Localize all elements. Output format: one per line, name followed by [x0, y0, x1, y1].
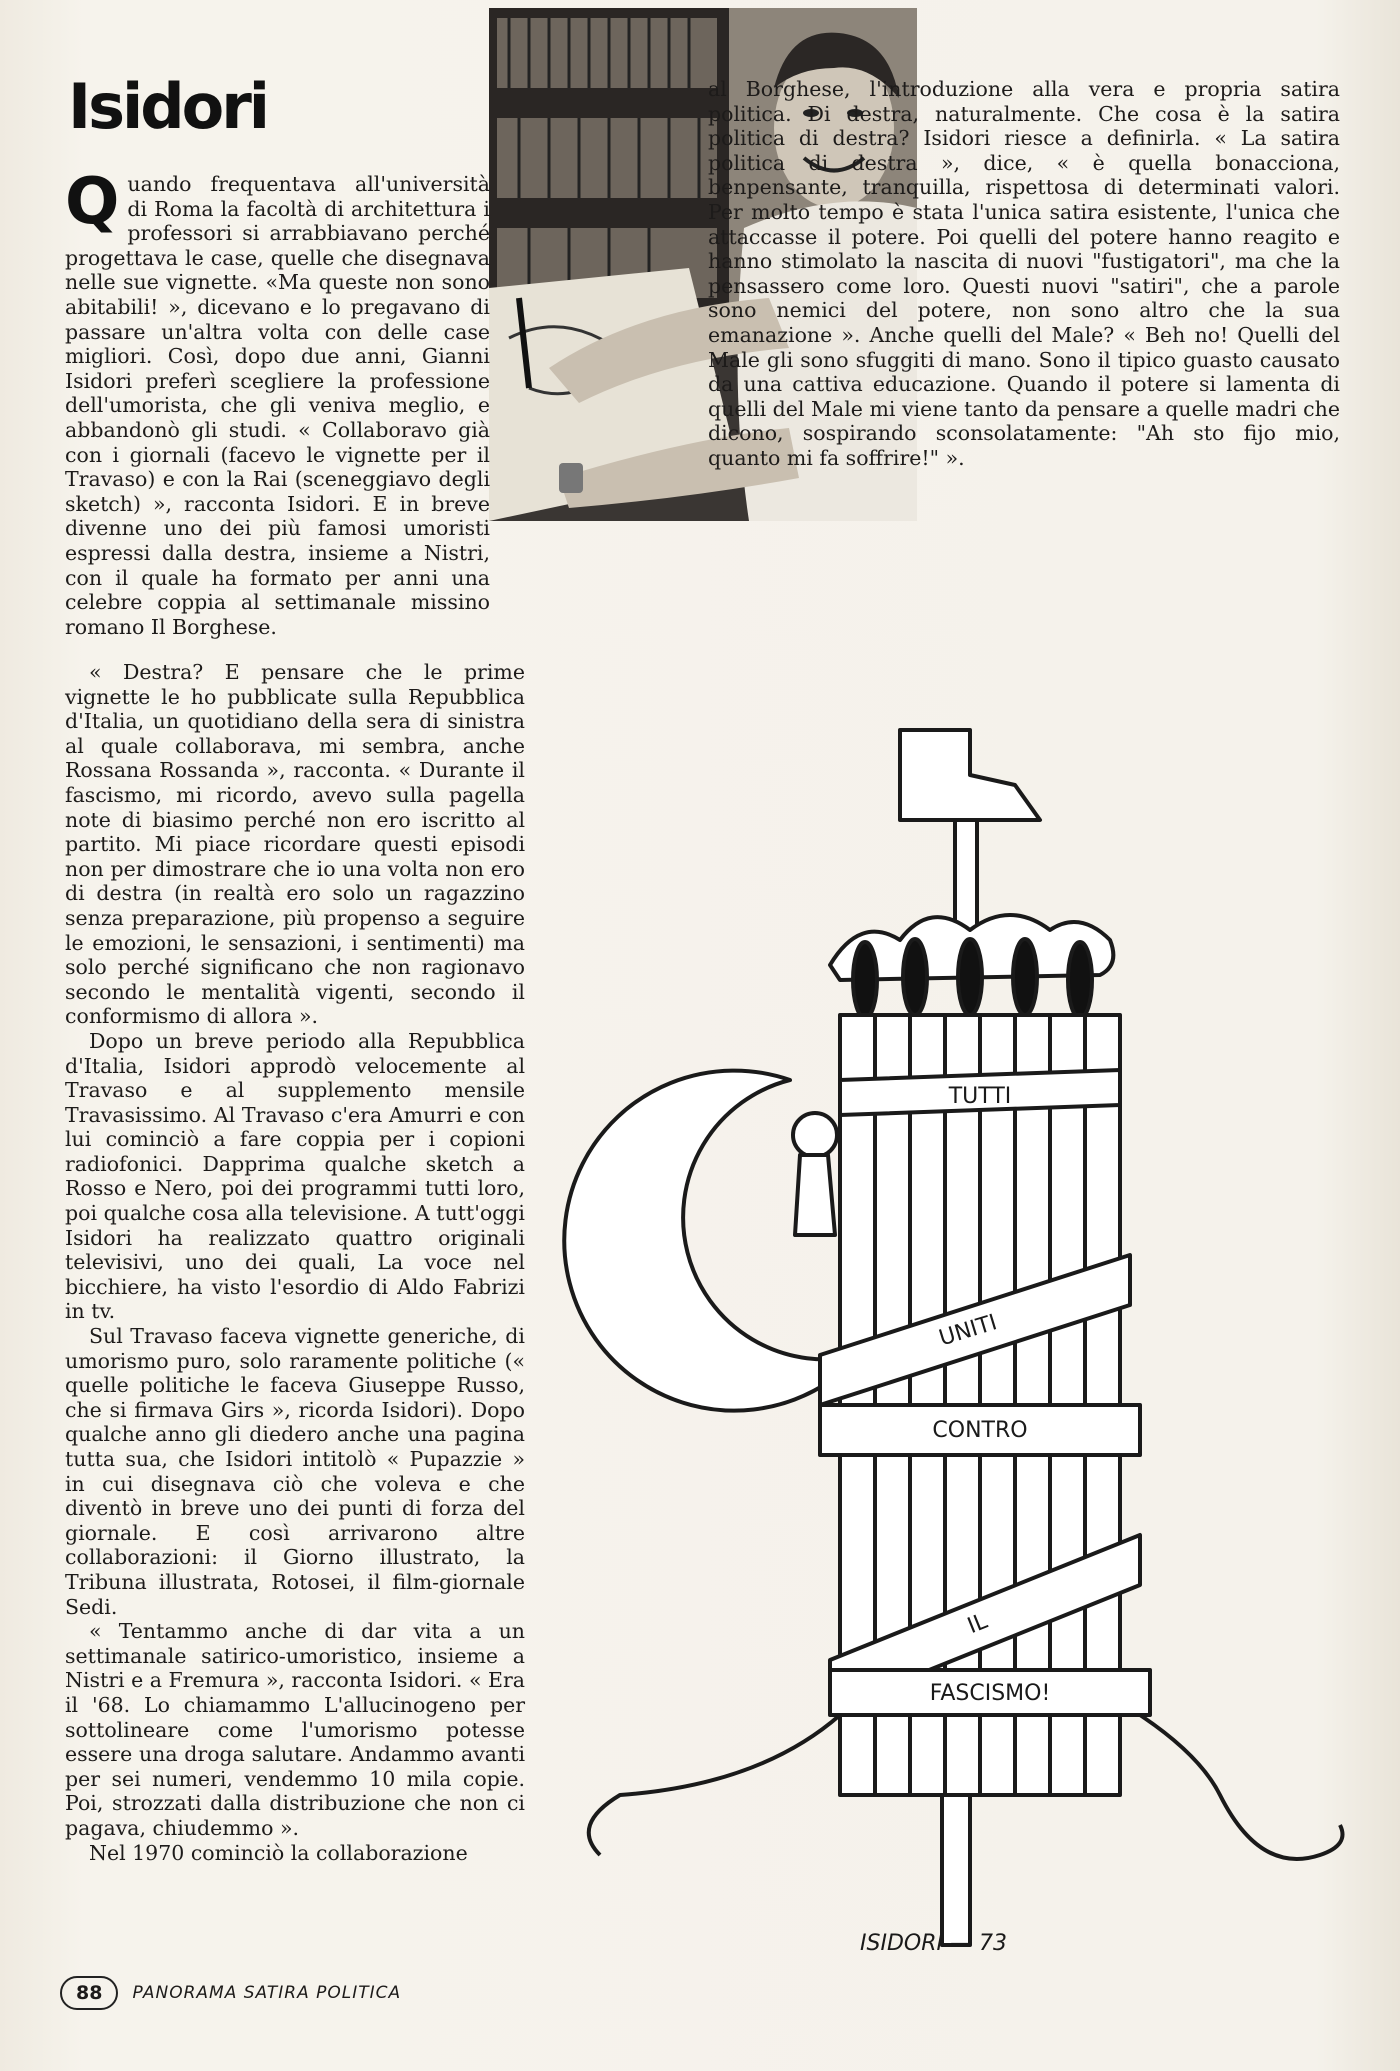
cartoon-band-4: IL — [964, 1608, 991, 1640]
cartoon-signature: ISIDORI — 73 — [860, 1931, 1007, 1956]
page-footer — [60, 1973, 401, 2013]
body-paragraph-5: Nel 1970 cominciò la collaborazione — [89, 1840, 468, 1865]
cartoon-band-3: CONTRO — [932, 1418, 1028, 1443]
cartoon-band-1: TUTTI — [948, 1084, 1012, 1109]
body-paragraph-1: « Destra? E pensare che le prime vignette le ho pubblicate sulla Repubblica d'Italia, un quotidiano della sera di sinistra al quale collaborava, mi sembra, anche Rossana Rossanda », racconta. « Durante il fascismo, mi ricordo, avevo sulla pagella note di biasimo perché non ero iscritto al partito. Mi piace ricordare questi episodi non per dimostrare che io una volta non ero di destra (in realtà ero solo un ragazzino senza preparazione, più propenso a seguire le emozioni, le sensazioni, i sentimenti) ma solo perché significano che non ragionavo secondo le mentalità vigenti, secondo il conformismo di allora ». — [65, 660, 525, 1029]
article-body — [65, 660, 525, 1865]
body-paragraph-2: Dopo un breve periodo alla Repubblica d'Italia, Isidori approdò velocemente al Travaso e al supplemento mensile Travasissimo. Al Travaso c'era Amurri e con lui cominciò a fare coppia per i copioni radiofonici. Dapprima qualche sketch a Rosso e Nero, poi dei programmi tutti loro, poi qualche cosa alla televisione. A tutt'oggi Isidori ha realizzato quattro originali televisivi, uno dei quali, La voce nel bicchiere, ha visto l'esordio di Aldo Fabrizi in tv. — [65, 1028, 525, 1324]
cartoon-band-5: FASCISMO! — [929, 1681, 1051, 1706]
running-head: PANORAMA SATIRA POLITICA — [132, 1983, 402, 2003]
cartoon-fasces — [560, 715, 1350, 1960]
right-column-text — [708, 77, 1340, 471]
body-paragraph-4: « Tentammo anche di dar vita a un settimanale satirico-umoristico, insieme a Nistri e a Fremura », racconta Isidori. « Era il '68. Lo chiamammo L'allucinogeno per sottolineare come l'umorismo potesse essere una droga salutare. Andammo avanti per sei numeri, vendemmo 10 mila copie. Poi, strozzati dalla distribuzione che non ci pagava, chiudemmo ». — [65, 1619, 525, 1840]
page-number: 88 — [60, 1976, 118, 2010]
dropcap: Q — [65, 165, 120, 239]
intro-paragraph — [65, 165, 490, 639]
article-title: Isidori — [68, 70, 268, 143]
body-paragraph-3: Sul Travaso faceva vignette generiche, di umorismo puro, solo raramente politiche (« quelle politiche le faceva Giuseppe Russo, che si firmava Girs », ricorda Isidori). Dopo qualche anno gli diedero anche una pagina tutta sua, che Isidori intitolò « Pupazzie » in cui disegnava ciò che voleva e che diventò in breve uno dei punti di forza del giornale. E così arrivarono altre collaborazioni: il Giorno illustrato, la Tribuna illustrata, Rotosei, il film-giornale Sedi. — [65, 1324, 525, 1619]
intro-text: uando frequentava all'università di Roma la facoltà di architettura i professori si arrabbiavano perché progettava le case, quelle che disegnava nelle sue vignette. «Ma queste non sono abitabili! », dicevano e lo pregavano di passare un'altra volta con delle case migliori. Così, dopo due anni, Gianni Isidori preferì scegliere la professione dell'umorista, che gli veniva meglio, e abbandonò gli studi. « Collaboravo già con i giornali (facevo le vignette per il Travaso) e con la Rai (sceneggiavo degli sketch) », racconta Isidori. E in breve divenne uno dei più famosi umoristi espressi dalla destra, insieme a Nistri, con il quale ha formato per anni una celebre coppia al settimanale missino romano Il Borghese. — [65, 172, 490, 639]
cartoon-band-2: UNITI — [936, 1310, 1000, 1352]
right-column-paragraph: al Borghese, l'introduzione alla vera e propria satira politica. Di destra, naturalmente. Che cosa è la satira politica di destra? Isidori riesce a definirla. « La satira politica di destra », dice, « è quella bonacciona, benpensante, tranquilla, rispettosa di determinati valori. Per molto tempo è stata l'unica satira esistente, l'unica che attaccasse il potere. Poi quelli del potere hanno reagito e hanno stimolato la nascita di nuovi "fustigatori", ma che la pensassero come loro. Questi nuovi "satiri", che a parole sono nemici del potere, non sono altro che la sua emanazione ». Anche quelli del Male? « Beh no! Quelli del Male gli sono sfuggiti di mano. Sono il tipico guasto causato da una cattiva educazione. Quando il potere si lamenta di quelli del Male mi viene tanto da pensare a quelle madri che dicono, sospirando sconsolatamente: "Ah sto fijo mio, quanto mi fa soffrire!" ». — [708, 77, 1340, 470]
